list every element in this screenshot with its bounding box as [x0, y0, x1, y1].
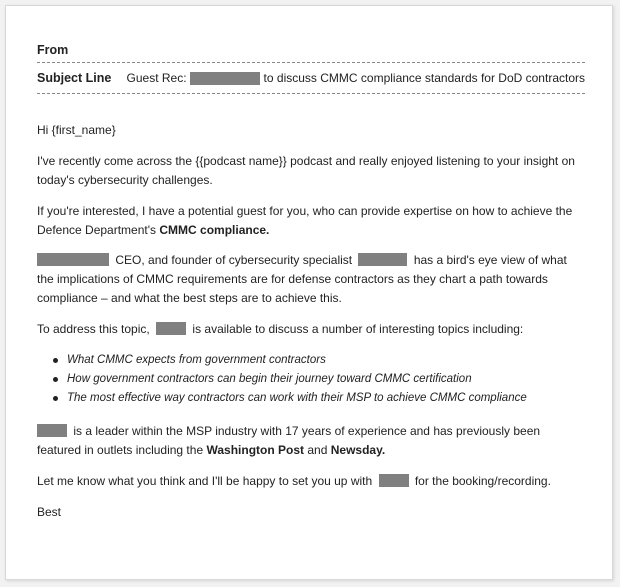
redaction-box — [37, 253, 109, 266]
redaction-box — [190, 72, 260, 85]
subject-prefix: Guest Rec: — [126, 71, 187, 85]
redaction-box — [379, 474, 409, 487]
subject-suffix: to discuss CMMC compliance standards for DoD contractors — [263, 71, 585, 85]
signoff: Best — [37, 505, 62, 519]
paragraph-2-bold: CMMC compliance. — [159, 223, 270, 237]
paragraph-3-a: CEO, and founder of cybersecurity specialist — [115, 253, 353, 267]
paragraph-4-a: To address this topic, — [37, 322, 150, 336]
list-item: How government contractors can begin their journey toward CMMC certification — [67, 370, 585, 389]
subject-row — [37, 63, 585, 93]
subject-text — [127, 71, 585, 85]
paragraph-2 — [37, 202, 585, 240]
paragraph-5-bold-1: Washington Post — [206, 443, 305, 457]
paragraph-5-bold-2: Newsday. — [330, 443, 386, 457]
paragraph-6-a: Let me know what you think and I'll be happy to set you up with — [37, 474, 373, 488]
topics-list — [37, 351, 585, 408]
paragraph-3-b: has a bird's eye view of what the implications of CMMC requirements are for defense contractors as they chart a path towards compliance – and what the best steps are to achieve this. — [37, 253, 567, 305]
paragraph-3 — [37, 251, 585, 308]
paragraph-4-b: is available to discuss a number of interesting topics including: — [192, 322, 524, 336]
email-template-card — [5, 5, 613, 580]
subject-label: Subject Line — [37, 71, 112, 85]
paragraph-6-b: for the booking/recording. — [414, 474, 551, 488]
divider-bottom — [37, 93, 585, 94]
email-content — [37, 42, 585, 522]
paragraph-2-text: If you're interested, I have a potential guest for you, who can provide expertise on how to achieve the Defence Department's — [37, 204, 573, 237]
paragraph-5 — [37, 422, 585, 460]
paragraph-4 — [37, 320, 585, 339]
paragraph-1: I've recently come across the {{podcast name}} podcast and really enjoyed listening to your insight on today's cybersecurity challenges. — [37, 154, 575, 187]
paragraph-6 — [37, 472, 585, 491]
list-item: The most effective way contractors can work with their MSP to achieve CMMC compliance — [67, 389, 585, 408]
redaction-box — [156, 322, 186, 335]
greeting: Hi {first_name} — [37, 123, 116, 137]
redaction-box — [358, 253, 407, 266]
list-item: What CMMC expects from government contractors — [67, 351, 585, 370]
paragraph-5-and: and — [307, 443, 328, 457]
paragraph-5-a: is a leader within the MSP industry with 17 years of experience and has previously been featured in outlets including the — [37, 424, 541, 457]
email-body — [37, 121, 585, 522]
from-label: From — [37, 43, 69, 57]
redaction-box — [37, 424, 67, 437]
